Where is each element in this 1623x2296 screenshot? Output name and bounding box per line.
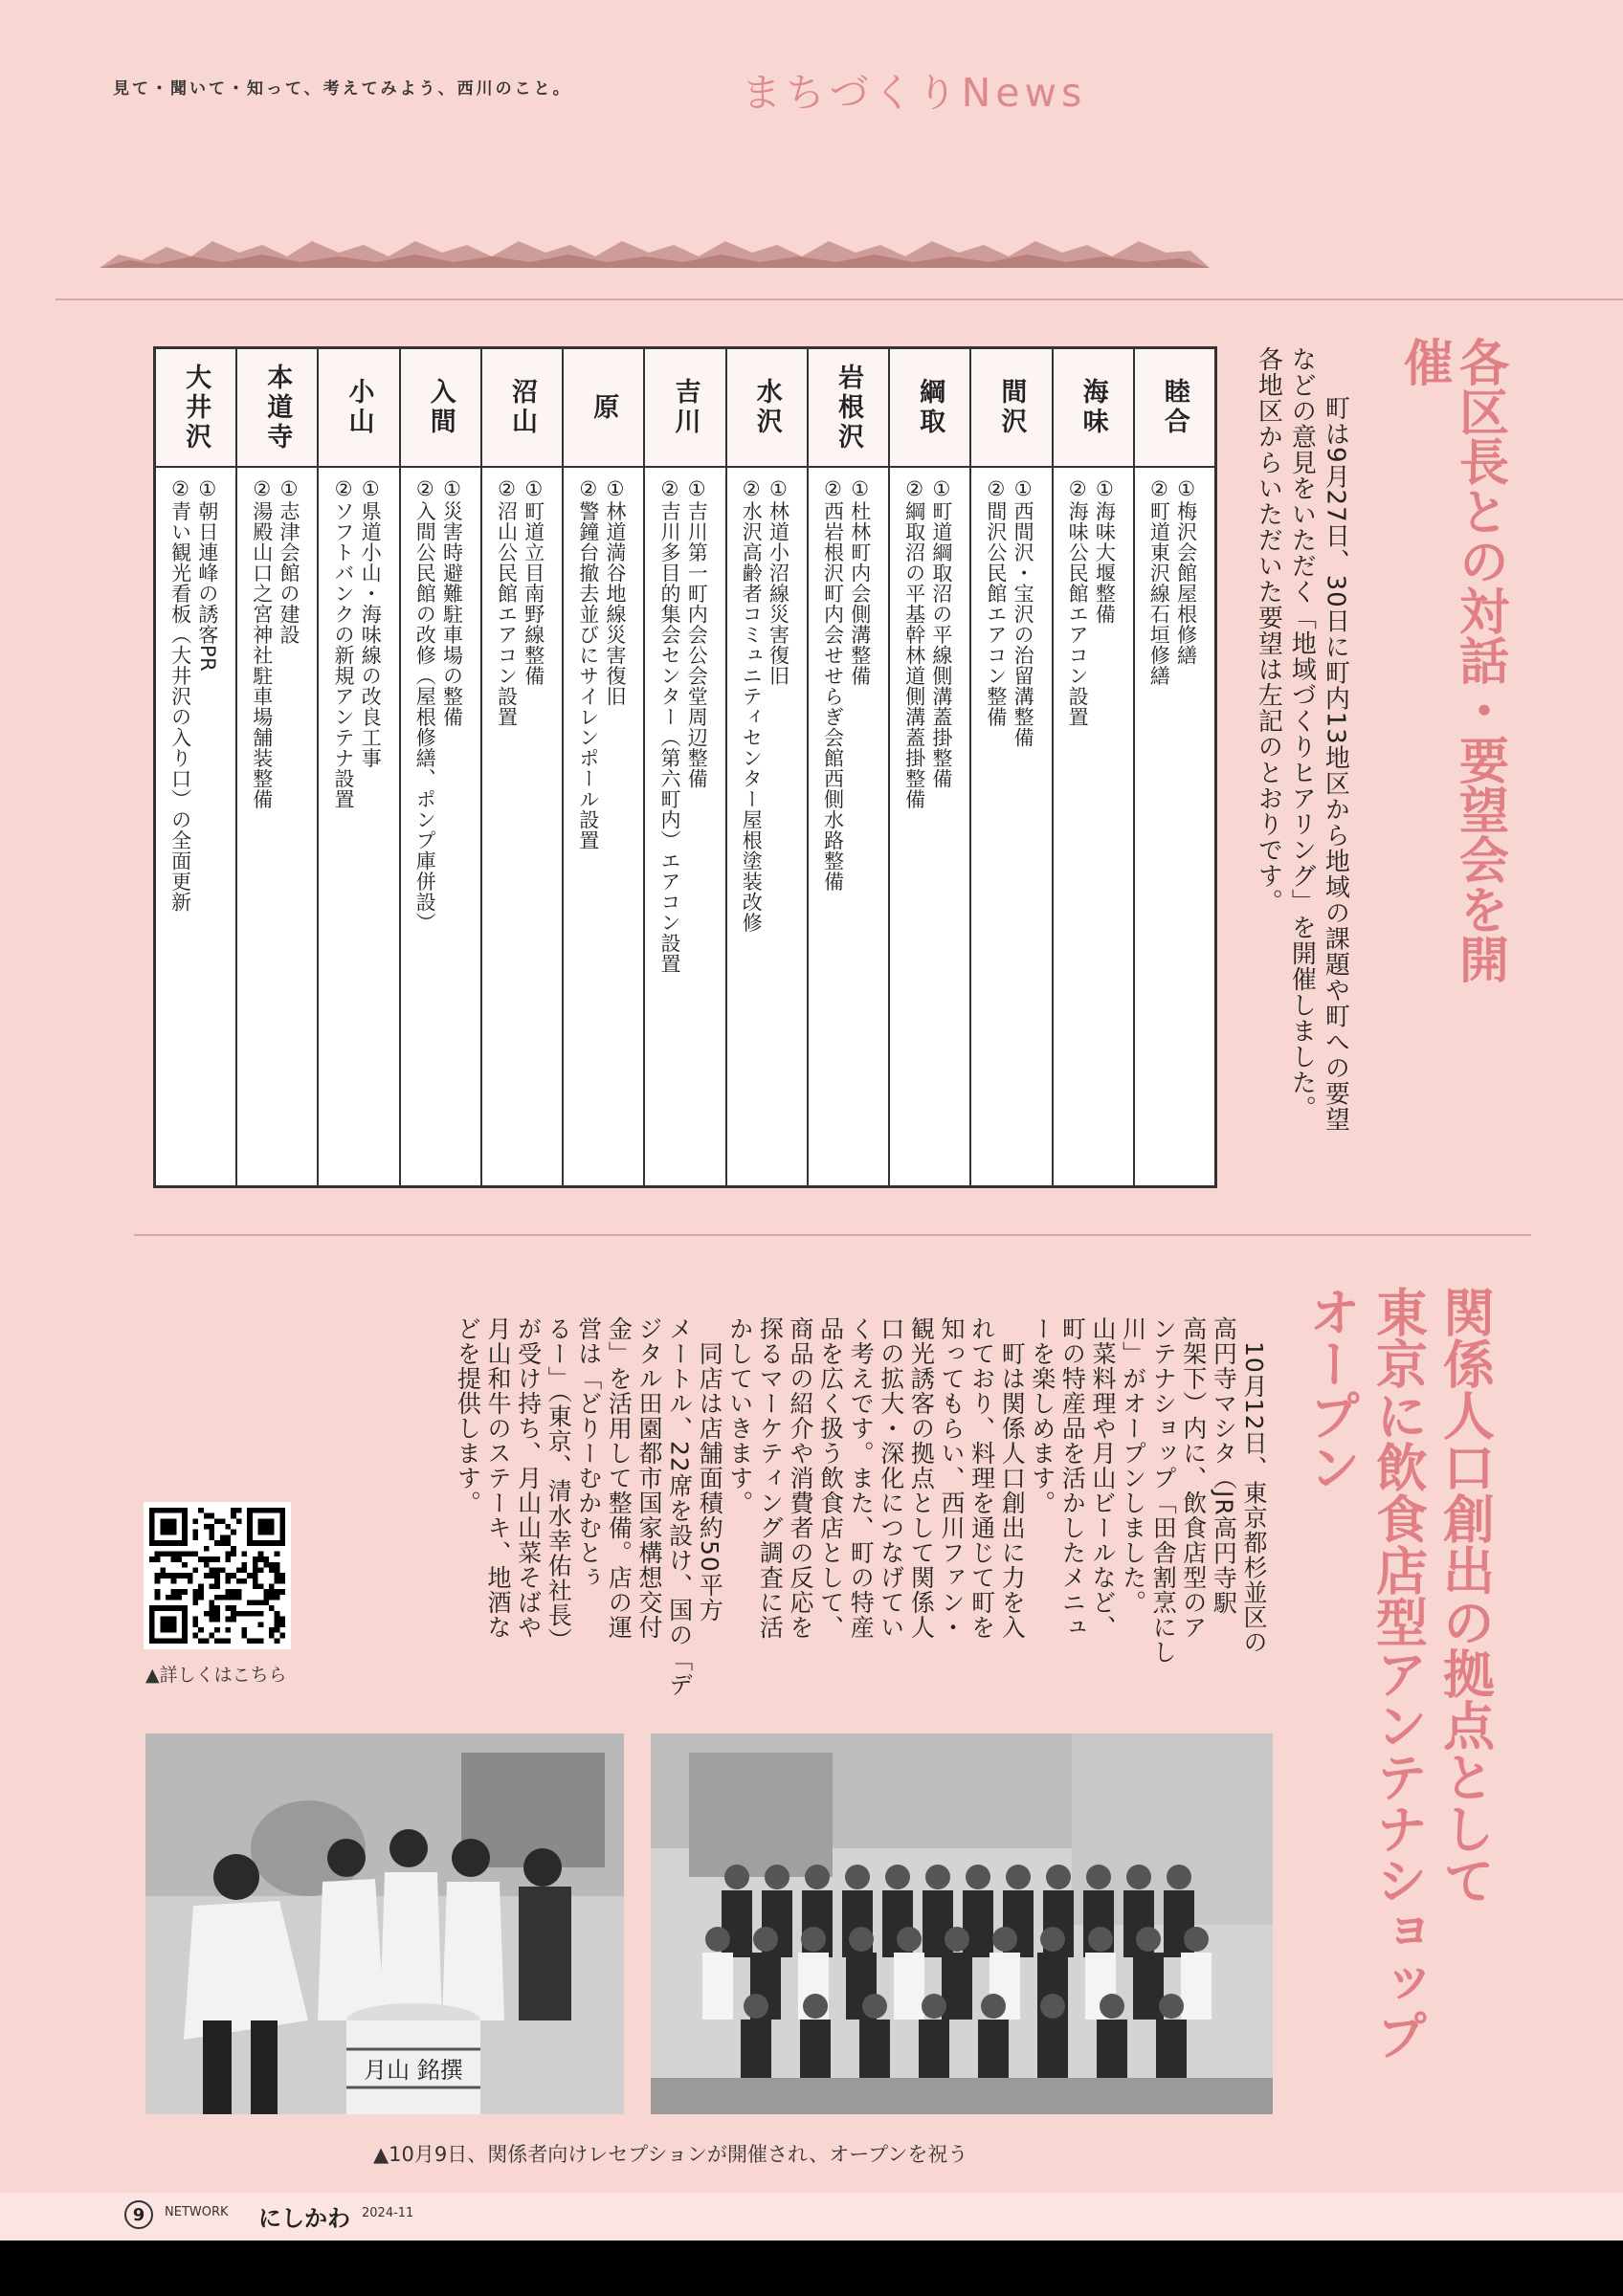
footer-logo: にしかわ [258, 2205, 350, 2232]
request-item: ①町道立目南野線整備 [522, 477, 545, 686]
district-name-cell [319, 349, 398, 468]
district-name-cell [1054, 349, 1133, 468]
article2-body-line: 山菜料理や月山ビールなど、 [1089, 1316, 1117, 1640]
district-column [156, 349, 235, 1185]
footer-date: 2024-11 [362, 2206, 414, 2220]
district-name-cell [1135, 349, 1214, 468]
article2-body-line: 口の拡大・深化につなげてい [877, 1316, 905, 1640]
district-name-cell [890, 349, 969, 468]
article2-title-line: 関係人口創出の拠点として [1434, 1286, 1496, 1906]
request-item: ②町道東沢線石垣修繕 [1147, 477, 1171, 686]
article2-body-line: ーを楽しめます。 [1028, 1316, 1056, 1515]
article2-body-line: く考えです。また、町の特産 [847, 1316, 876, 1640]
district-column [807, 349, 888, 1185]
district-requests [971, 468, 1051, 1185]
district-name-cell [482, 349, 562, 468]
district-name-cell [237, 349, 317, 468]
mountain-decoration-icon [100, 212, 1210, 272]
request-item: ①志津会館の建設 [278, 477, 301, 645]
district-column [235, 349, 317, 1185]
district-column [480, 349, 562, 1185]
district-column [1133, 349, 1214, 1185]
request-item: ②ソフトバンクの新規アンテナ設置 [332, 477, 356, 809]
request-item: ①杜林町内会側溝整備 [848, 477, 872, 686]
request-item: ①県道小山・海味線の改良工事 [359, 477, 383, 768]
photo-caption: ▲10月9日、関係者向けレセプションが開催され、オープンを祝う [373, 2143, 968, 2166]
district-name: 吉川 [670, 378, 700, 437]
district-column [317, 349, 398, 1185]
district-column [562, 349, 643, 1185]
middle-divider [134, 1234, 1531, 1236]
article2-body-line: 営は「どりーむかむとぅ [574, 1316, 603, 1590]
article2-body-line: 川」がオープンしました。 [1119, 1316, 1147, 1615]
article2-body-line: ンテナショップ「田舎割烹にし [1149, 1316, 1178, 1665]
header-tagline: 見て・聞いて・知って、考えてみよう、西川のこと。 [113, 79, 572, 99]
district-name: 水沢 [751, 378, 782, 437]
footer-publication: NETWORK [165, 2205, 229, 2219]
district-name-cell [971, 349, 1051, 468]
request-item: ①海味大堰整備 [1093, 477, 1117, 625]
article2-body-line: 品を広く扱う飲食店として、 [816, 1316, 845, 1640]
district-name-cell [564, 349, 643, 468]
district-name-cell [727, 349, 807, 468]
request-item: ②西岩根沢町内会せせらぎ会館西側水路整備 [821, 477, 845, 892]
district-requests [809, 468, 888, 1185]
request-item: ②間沢公民館エアコン整備 [984, 477, 1008, 727]
article2-body-line: 知ってもらい、西川ファン・ [938, 1316, 966, 1640]
barrel-label: 月山 銘撰 [364, 2057, 463, 2084]
request-item: ②綱取沼の平基幹林道側溝蓋掛整備 [902, 477, 926, 809]
district-name: 睦合 [1159, 378, 1189, 437]
article2-body-line: るー」（東京、清水幸佑社長） [545, 1316, 573, 1653]
request-item: ②海味公民館エアコン設置 [1066, 477, 1090, 727]
article2-body-line: れており、料理を通じて町を [967, 1316, 996, 1640]
district-request-table [153, 346, 1217, 1188]
request-item: ①林道小沼線災害復旧 [767, 477, 790, 686]
request-item: ②警鐘台撤去並びにサイレンポール設置 [576, 477, 600, 850]
district-column [888, 349, 969, 1185]
district-requests [727, 468, 807, 1185]
district-requests [401, 468, 480, 1185]
district-column [969, 349, 1051, 1185]
article2-body-line: 同店は店舗面積約50平方 [696, 1316, 724, 1623]
district-name: 沼山 [507, 378, 537, 437]
district-requests [156, 468, 235, 1185]
district-name: 大井沢 [181, 363, 211, 453]
article1-body-line: 町は9月27日、30日に町内13地区から地域の課題や町への要望 [1321, 369, 1350, 1133]
section-title: まちづくりNews [742, 70, 1087, 116]
article2-body-line: が受け持ち、月山山菜そばや [514, 1316, 543, 1640]
article2-body-line: 観光誘客の拠点として関係人 [907, 1316, 936, 1640]
request-item: ①林道満谷地線災害復旧 [603, 477, 627, 707]
district-name-cell [401, 349, 480, 468]
article1-body-line: などの意見をいただく「地域づくりヒアリング」を開催しました。 [1287, 346, 1317, 1121]
article2-body-line: 町の特産品を活かしたメニュ [1058, 1316, 1087, 1640]
qr-code-icon [149, 1508, 285, 1644]
district-column [1052, 349, 1133, 1185]
district-name-cell [809, 349, 888, 468]
article2-body-line: かしていきます。 [725, 1316, 754, 1515]
photo-group-reception [651, 1733, 1273, 2114]
article1-title: 各区長との対話・要望会を開催 [1394, 337, 1508, 983]
article2-body-line: 町は関係人口創出に力を入 [998, 1316, 1027, 1640]
request-item: ②入間公民館の改修（屋根修繕、ポンプ庫併設） [413, 477, 437, 933]
district-name: 間沢 [996, 378, 1027, 437]
district-requests [645, 468, 724, 1185]
article2-body-line: メートル、22席を設け、国の「デ [665, 1316, 694, 1697]
request-item: ①吉川第一町内会公会堂周辺整備 [685, 477, 709, 789]
request-item: ①梅沢会館屋根修繕 [1174, 477, 1198, 666]
district-name: 本道寺 [262, 363, 293, 453]
request-item: ②吉川多目的集会センター（第六町内）エアコン設置 [657, 477, 681, 974]
footer [0, 2193, 1623, 2241]
article2-body-line: 探るマーケティング調査に活 [756, 1316, 785, 1640]
article2-body-line: 月山和牛のステーキ、地酒な [484, 1316, 512, 1640]
request-item: ①町道綱取沼の平線側溝蓋掛整備 [929, 477, 953, 789]
district-requests [1054, 468, 1133, 1185]
district-requests [564, 468, 643, 1185]
request-item: ②水沢高齢者コミュニティセンター屋根塗装改修 [740, 477, 764, 933]
district-name: 原 [589, 392, 619, 423]
district-column [725, 349, 807, 1185]
article2-title-line: オープン [1301, 1286, 1362, 1492]
qr-code[interactable] [144, 1502, 291, 1649]
district-requests [482, 468, 562, 1185]
qr-caption: ▲詳しくはこちら [145, 1665, 287, 1686]
district-name: 入間 [425, 378, 456, 437]
district-requests [890, 468, 969, 1185]
article2-body-line: 高架下）内に、飲食店型のア [1179, 1316, 1208, 1640]
district-name: 小山 [344, 378, 374, 437]
district-name: 海味 [1078, 378, 1108, 437]
district-requests [237, 468, 317, 1185]
photo-sake-barrel-ceremony [145, 1733, 624, 2114]
district-name: 綱取 [915, 378, 945, 437]
request-item: ①災害時避難駐車場の整備 [440, 477, 464, 727]
district-name-cell [156, 349, 235, 468]
district-name: 岩根沢 [833, 363, 863, 453]
article1-body-line: 各地区からいただいた要望は左記のとおりです。 [1254, 346, 1283, 915]
district-name-cell [645, 349, 724, 468]
article2-title-line: 東京に飲食店型アンテナショップ [1367, 1286, 1429, 2061]
top-divider [56, 298, 1623, 300]
article2-body-line: どを提供します。 [454, 1316, 482, 1515]
district-column [399, 349, 480, 1185]
request-item: ①西間沢・宝沢の治留溝整備 [1012, 477, 1035, 748]
article2-body-line: 金」を活用して整備。店の運 [605, 1316, 634, 1640]
article2-body-line: 高円寺マシタ（JR高円寺駅 [1210, 1316, 1238, 1616]
request-item: ②湯殿山口之宮神社駐車場舗装整備 [250, 477, 274, 809]
district-requests [1135, 468, 1214, 1185]
request-item: ①朝日連峰の誘客PR [195, 477, 219, 673]
article2-body-line: 商品の紹介や消費者の反応を [787, 1316, 814, 1640]
request-item: ②沼山公民館エアコン設置 [495, 477, 519, 727]
article2-body-line: 10月12日、東京都杉並区の [1240, 1316, 1268, 1655]
request-item: ②青い観光看板（大井沢の入り口）の全面更新 [168, 477, 192, 913]
article2-body-line: ジタル田園都市国家構想交付 [635, 1316, 663, 1640]
page-number: 9 [124, 2200, 153, 2229]
district-column [643, 349, 724, 1185]
district-requests [319, 468, 398, 1185]
